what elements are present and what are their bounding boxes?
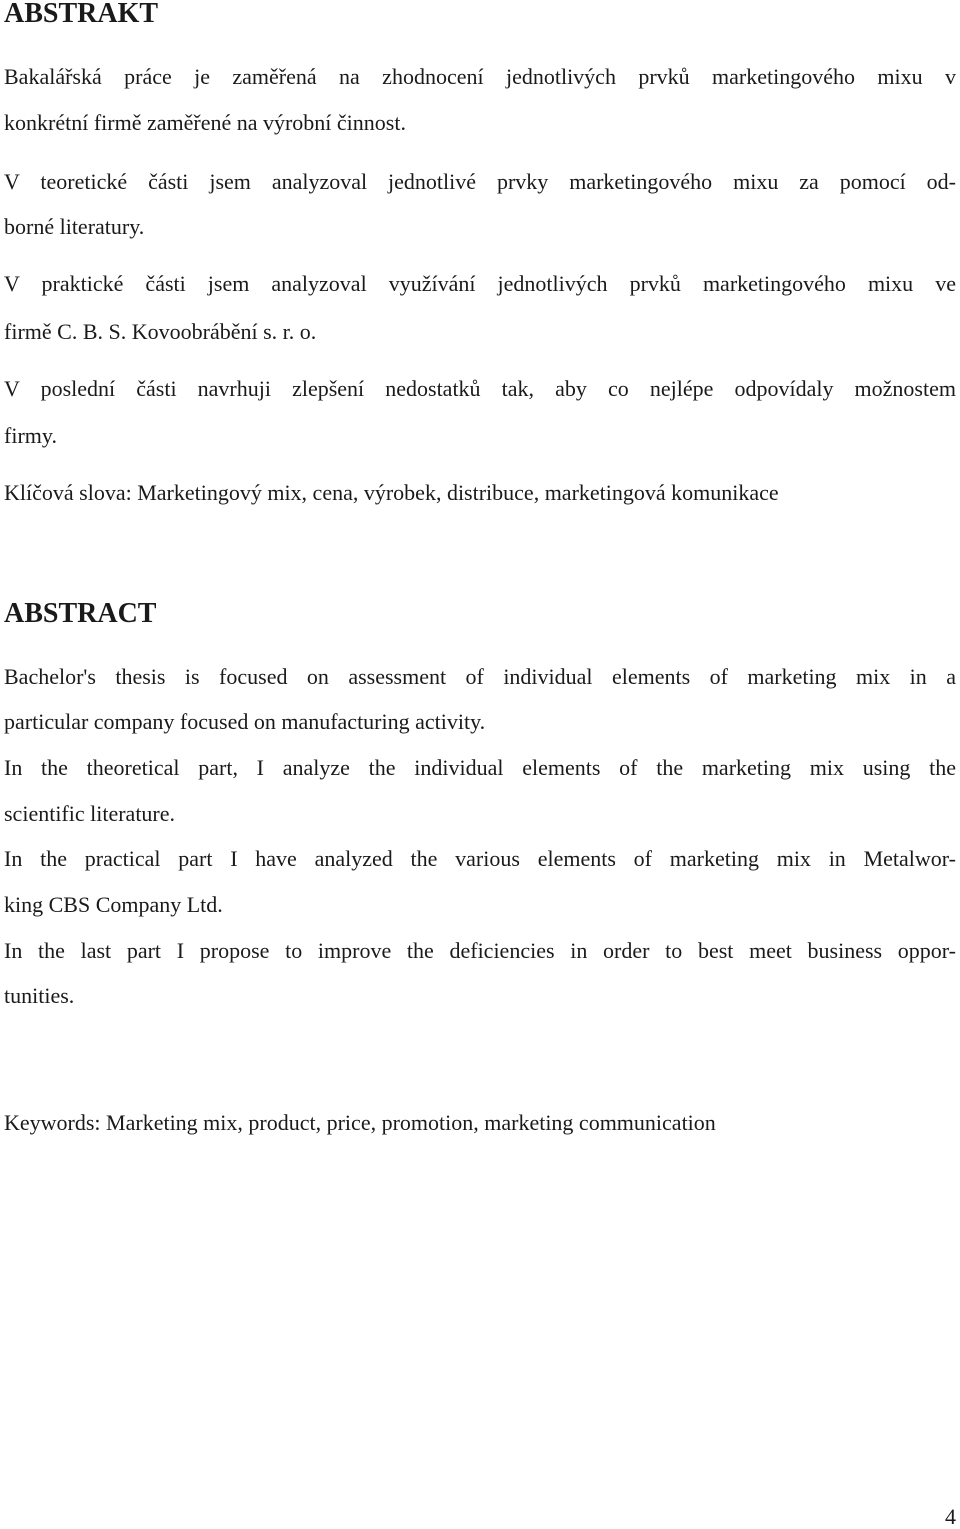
abstract-en-line: In the theoretical part, I analyze the individual elements of the marketing mix using the [4, 755, 956, 780]
abstract-en-heading: ABSTRACT [4, 598, 157, 629]
abstract-en-line: tunities. [4, 983, 75, 1008]
abstract-en-line: king CBS Company Ltd. [4, 892, 223, 917]
abstract-cs-line: firmě C. B. S. Kovoobrábění s. r. o. [4, 319, 317, 344]
abstract-cs-line: borné literatury. [4, 214, 145, 239]
keywords-cs: Klíčová slova: Marketingový mix, cena, výrobek, distribuce, marketingová komunikace [4, 480, 779, 505]
abstract-cs-line: firmy. [4, 423, 57, 448]
abstract-cs-line: konkrétní firmě zaměřené na výrobní činnost. [4, 110, 406, 135]
keywords-en: Keywords: Marketing mix, product, price, promotion, marketing communication [4, 1110, 716, 1135]
abstract-en-line: In the last part I propose to improve the deficiencies in order to best meet business oppor- [4, 938, 956, 963]
abstract-cs-line: V teoretické části jsem analyzoval jednotlivé prvky marketingového mixu za pomocí od- [4, 169, 956, 194]
abstract-cs-heading: ABSTRAKT [4, 0, 159, 29]
page-number: 4 [945, 1504, 956, 1529]
abstract-cs-line: V poslední části navrhuji zlepšení nedostatků tak, aby co nejlépe odpovídaly možnostem [4, 376, 956, 401]
abstract-cs-line: V praktické části jsem analyzoval využívání jednotlivých prvků marketingového mixu ve [4, 271, 956, 296]
abstract-en-line: scientific literature. [4, 801, 176, 826]
abstract-en-line: In the practical part I have analyzed the various elements of marketing mix in Metalwor- [4, 846, 956, 871]
abstract-cs-line: Bakalářská práce je zaměřená na zhodnocení jednotlivých prvků marketingového mixu v [4, 64, 956, 89]
abstract-en-line: Bachelor's thesis is focused on assessment of individual elements of marketing mix in a [4, 664, 956, 689]
abstract-en-line: particular company focused on manufacturing activity. [4, 709, 486, 734]
